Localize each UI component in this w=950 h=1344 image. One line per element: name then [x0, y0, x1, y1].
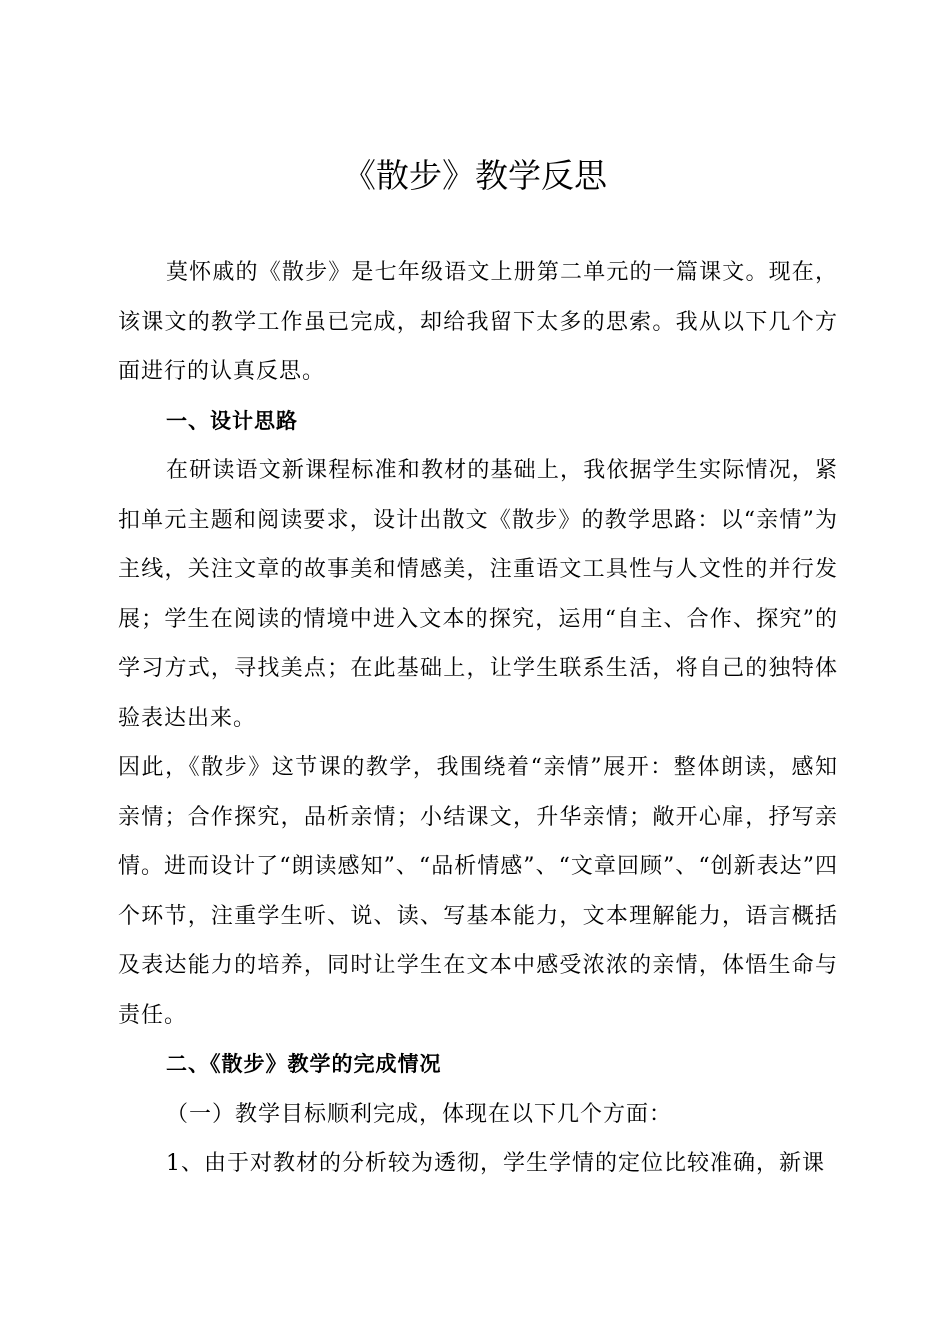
section-heading-completion: 二、《散步》教学的完成情况 — [166, 1052, 442, 1076]
intro-paragraph: 莫怀戚的《散步》是七年级语文上册第二单元的一篇课文。现在，该课文的教学工作虽已完成，却给我留下太多的思索。我从以下几个方面进行的认真反思。 — [118, 260, 838, 384]
section-heading-design: 一、设计思路 — [166, 408, 298, 433]
subsection-heading-goals: （一）教学目标顺利完成，体现在以下几个方面： — [166, 1101, 673, 1127]
design-paragraph: 在研读语文新课程标准和教材的基础上，我依据学生实际情况，紧扣单元主题和阅读要求，设计出散文《散步》的教学思路：以“亲情”为主线，关注文章的故事美和情感美，注重语文工具性与人文性的并行发展；学生在阅读的情境中进入文本的探究，运用“自主、合作、探究”的学习方式，寻找美点；在此基础上，让学生联系生活，将自己的独特体验表达出来。 — [118, 458, 838, 731]
list-item-1: 1、由于对教材的分析较为透彻，学生学情的定位比较准确，新课 — [166, 1151, 825, 1176]
document-body — [118, 248, 838, 1189]
document-title: 《散步》教学反思 — [343, 156, 607, 195]
approach-paragraph: 因此，《散步》这节课的教学，我围绕着“亲情”展开：整体朗读，感知亲情；合作探究，品析亲情；小结课文，升华亲情；敞开心扉，抒写亲情。进而设计了“朗读感知”、“品析情感”、“文章回顾”、“创新表达”四个环节，注重学生听、说、读、写基本能力，文本理解能力，语言概括及表达能力的培养，同时让学生在文本中感受浓浓的亲情，体悟生命与责任。 — [118, 755, 838, 1028]
